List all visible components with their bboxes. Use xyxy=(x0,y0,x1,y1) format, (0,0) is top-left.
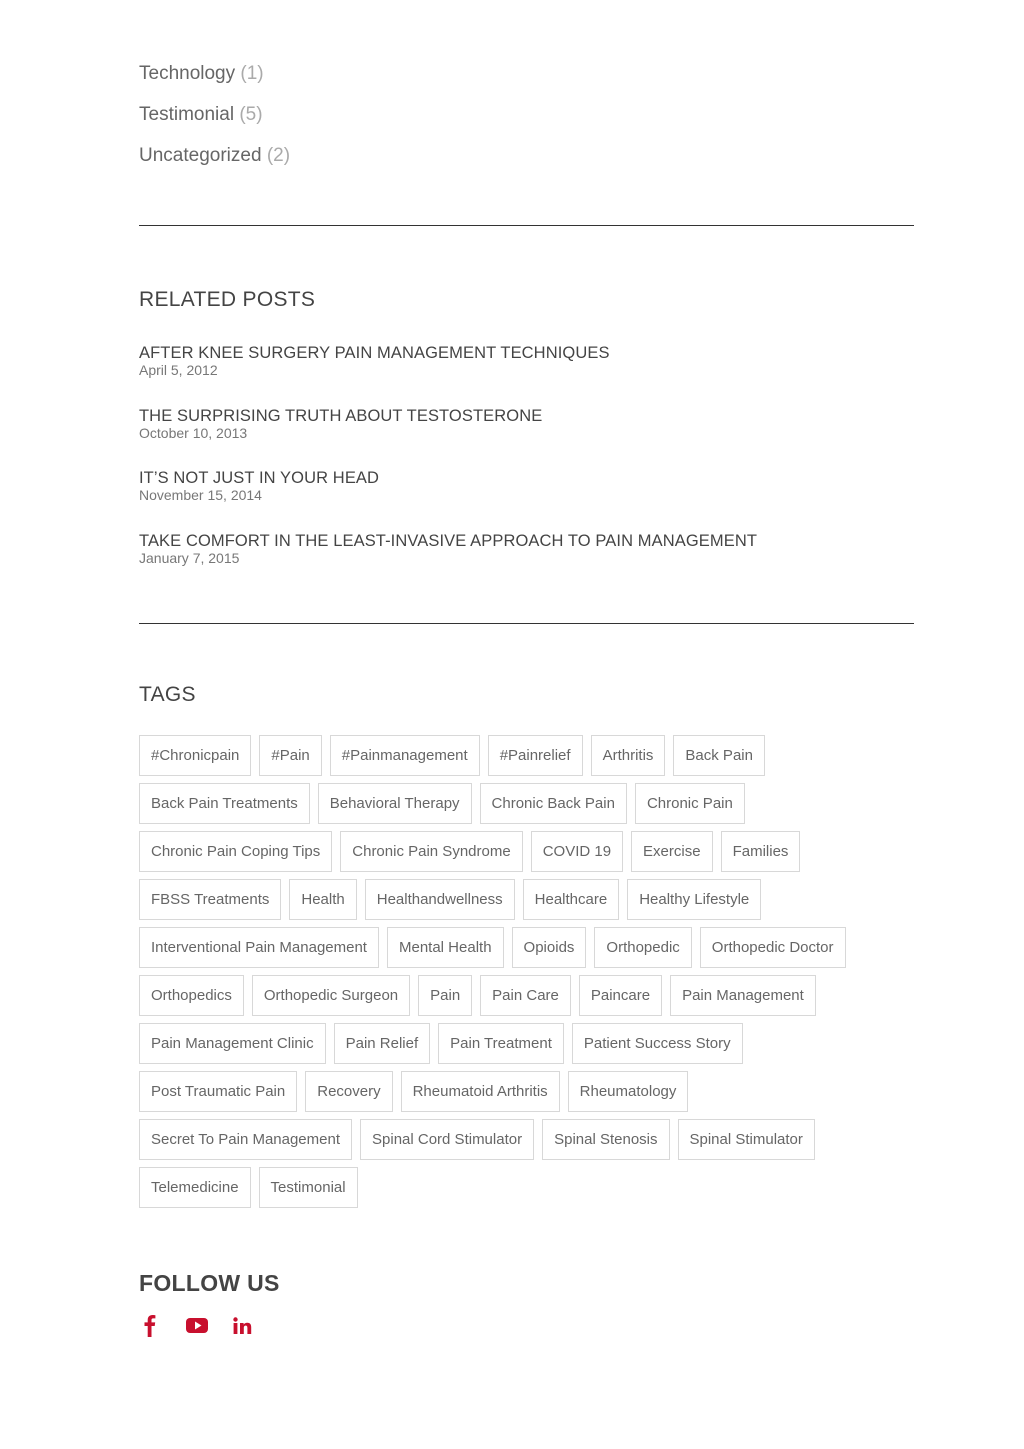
tag-row xyxy=(139,1071,919,1112)
tag-link[interactable]: Spinal Cord Stimulator xyxy=(360,1119,534,1160)
related-post xyxy=(139,343,757,406)
tag-link[interactable]: Healthandwellness xyxy=(365,879,515,920)
linkedin-icon[interactable] xyxy=(231,1312,253,1338)
tag-link[interactable]: Orthopedic xyxy=(594,927,691,968)
section-divider xyxy=(139,225,914,226)
tag-link[interactable]: Pain Management xyxy=(670,975,816,1016)
tag-link[interactable]: Pain Relief xyxy=(334,1023,431,1064)
category-count: (2) xyxy=(266,145,291,166)
tag-row xyxy=(139,1023,919,1064)
tag-link[interactable]: Exercise xyxy=(631,831,713,872)
tag-link[interactable]: #Painrelief xyxy=(488,735,583,776)
tag-link[interactable]: Families xyxy=(721,831,801,872)
related-post-date: January 7, 2015 xyxy=(139,549,240,566)
tag-link[interactable]: FBSS Treatments xyxy=(139,879,281,920)
related-post xyxy=(139,468,757,531)
tag-link[interactable]: Secret To Pain Management xyxy=(139,1119,352,1160)
category-link-technology[interactable] xyxy=(139,60,290,101)
facebook-icon[interactable] xyxy=(139,1312,161,1338)
tag-row xyxy=(139,783,919,824)
related-post-link[interactable]: TAKE COMFORT IN THE LEAST-INVASIVE APPROACH TO PAIN MANAGEMENT xyxy=(139,531,758,550)
tag-link[interactable]: Behavioral Therapy xyxy=(318,783,472,824)
social-links xyxy=(139,1312,253,1338)
tag-link[interactable]: Pain Treatment xyxy=(438,1023,564,1064)
tag-link[interactable]: Mental Health xyxy=(387,927,504,968)
tag-link[interactable]: Chronic Pain xyxy=(635,783,745,824)
related-post-link[interactable]: IT’S NOT JUST IN YOUR HEAD xyxy=(139,469,380,487)
tag-link[interactable]: Paincare xyxy=(579,975,662,1016)
tag-row xyxy=(139,1167,919,1208)
tag-link[interactable]: #Chronicpain xyxy=(139,735,251,776)
tag-link[interactable]: Rheumatoid Arthritis xyxy=(401,1071,560,1112)
tag-link[interactable]: Back Pain Treatments xyxy=(139,783,310,824)
category-link-uncategorized[interactable] xyxy=(139,142,290,183)
related-posts-heading: RELATED POSTS xyxy=(139,288,316,311)
tag-link[interactable]: Orthopedic Surgeon xyxy=(252,975,410,1016)
tag-row xyxy=(139,831,919,872)
category-name: Uncategorized xyxy=(139,145,262,166)
tag-row xyxy=(139,879,919,920)
tag-link[interactable]: Arthritis xyxy=(591,735,666,776)
tag-link[interactable]: Interventional Pain Management xyxy=(139,927,379,968)
tag-link[interactable]: COVID 19 xyxy=(531,831,623,872)
tag-link[interactable]: Chronic Pain Coping Tips xyxy=(139,831,332,872)
tag-link[interactable]: Back Pain xyxy=(673,735,765,776)
tag-link[interactable]: Healthcare xyxy=(523,879,620,920)
related-post-date: November 15, 2014 xyxy=(139,487,262,503)
related-posts-list xyxy=(139,343,757,593)
tag-link[interactable]: Spinal Stenosis xyxy=(542,1119,669,1160)
tag-link[interactable]: Recovery xyxy=(305,1071,392,1112)
related-post xyxy=(139,406,757,469)
tag-link[interactable]: Pain Care xyxy=(480,975,571,1016)
related-post-link[interactable]: THE SURPRISING TRUTH ABOUT TESTOSTERONE xyxy=(139,406,543,425)
tag-link[interactable]: #Painmanagement xyxy=(330,735,480,776)
tag-link[interactable]: Rheumatology xyxy=(568,1071,689,1112)
tag-link[interactable]: Post Traumatic Pain xyxy=(139,1071,297,1112)
related-post-link[interactable]: AFTER KNEE SURGERY PAIN MANAGEMENT TECHNIQUES xyxy=(139,344,610,362)
tag-link[interactable]: Pain xyxy=(418,975,472,1016)
category-name: Technology xyxy=(139,63,236,84)
tag-link[interactable]: Telemedicine xyxy=(139,1167,251,1208)
category-count: (1) xyxy=(240,63,264,84)
youtube-icon[interactable] xyxy=(185,1312,207,1338)
tag-link[interactable]: Patient Success Story xyxy=(572,1023,743,1064)
tag-link[interactable]: Orthopedic Doctor xyxy=(700,927,846,968)
tag-link[interactable]: Testimonial xyxy=(259,1167,358,1208)
tag-link[interactable]: #Pain xyxy=(259,735,321,776)
category-link-testimonial[interactable] xyxy=(139,101,290,142)
tag-link[interactable]: Orthopedics xyxy=(139,975,244,1016)
category-name: Testimonial xyxy=(139,104,235,125)
tags-heading: TAGS xyxy=(139,683,196,706)
tag-row xyxy=(139,927,919,968)
tag-row xyxy=(139,735,919,776)
tag-link[interactable]: Chronic Pain Syndrome xyxy=(340,831,522,872)
tag-link[interactable]: Pain Management Clinic xyxy=(139,1023,326,1064)
tag-cloud xyxy=(139,735,919,1215)
related-post-date: April 5, 2012 xyxy=(139,362,218,378)
tag-row xyxy=(139,975,919,1016)
tag-row xyxy=(139,1119,919,1160)
category-count: (5) xyxy=(239,104,263,125)
follow-us-heading: FOLLOW US xyxy=(139,1270,280,1296)
category-list xyxy=(139,60,290,183)
related-post-date: October 10, 2013 xyxy=(139,424,248,441)
tag-link[interactable]: Spinal Stimulator xyxy=(678,1119,815,1160)
related-post xyxy=(139,531,757,594)
tag-link[interactable]: Opioids xyxy=(512,927,587,968)
tag-link[interactable]: Healthy Lifestyle xyxy=(627,879,761,920)
section-divider xyxy=(139,623,914,624)
tag-link[interactable]: Health xyxy=(289,879,356,920)
tag-link[interactable]: Chronic Back Pain xyxy=(480,783,627,824)
